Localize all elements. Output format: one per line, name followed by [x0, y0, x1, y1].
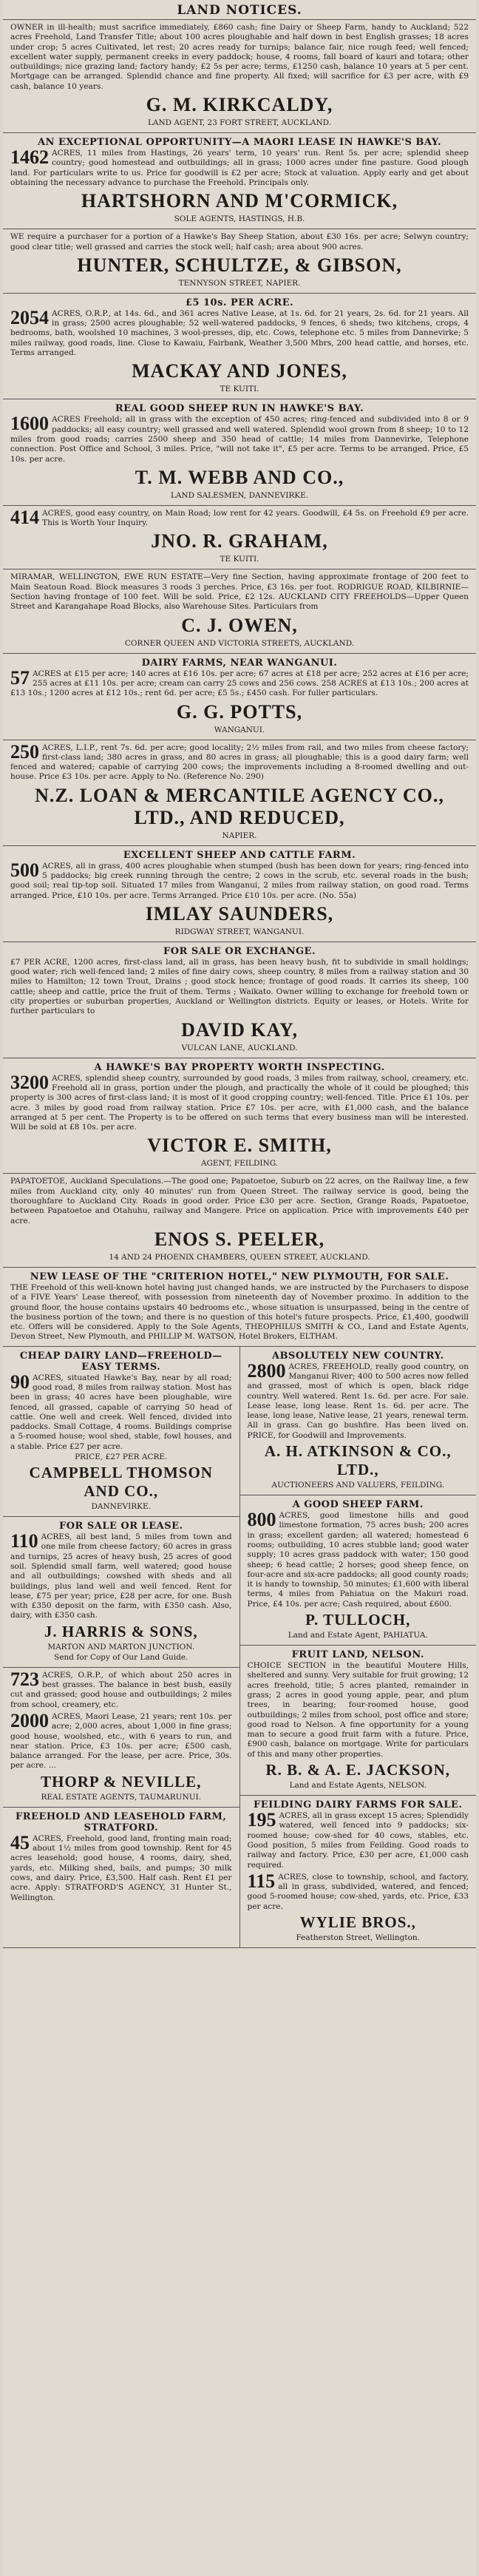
advertiser-address: TE KUITI.	[220, 385, 259, 394]
ad-lead-number: 414	[10, 506, 39, 528]
ad-body	[10, 146, 469, 188]
advertiser-name: N.Z. LOAN & MERCANTILE AGENCY CO., LTD., AND REDUCED,	[35, 784, 444, 828]
ad-text-2: ACRES, close to township, school, and factory, all in grass, subdivided, watered, and fenced; good 5-roomed house; cow-shed, yards, etc. Price, £33 per acre.	[247, 1872, 469, 1911]
ad-lead-number: 500	[10, 859, 39, 881]
section-header: LAND NOTICES.	[3, 0, 476, 20]
ad-price: PRICE, £27 PER ACRE.	[75, 1453, 168, 1462]
ad-lead-number: 90	[10, 1370, 30, 1393]
ad-body	[247, 1359, 469, 1441]
ad-body	[10, 1831, 232, 1903]
ad-heading: NEW LEASE OF THE "CRITERION HOTEL," NEW PLYMOUTH, FOR SALE.	[30, 1271, 449, 1282]
advertiser-address: Featherston Street, Wellington.	[296, 1933, 421, 1942]
ad-text: ACRES, FREEHOLD, really good country, on Manganui River; 400 to 500 acres now felled and grassed, most of which is open, black ridge country. Well watered. Rent 1s. 6d. per acre. For sale. Lease lease, long lease. Rent 1s. 6d. per acre. The lease, long lease, Native lease, 21 years, renewal term. All in grass. Can go bushfire. Has been lived on. PRICE, for Goodwill and Improvements.	[247, 1362, 469, 1440]
ad-heading: FOR SALE OR EXCHANGE.	[163, 945, 316, 957]
advertiser-name: VICTOR E. SMITH,	[147, 1135, 332, 1157]
ad-body	[10, 1532, 232, 1621]
ad-body	[10, 232, 469, 252]
advertiser-name: C. J. OWEN,	[181, 614, 298, 636]
ad-lead-number-2: 2000	[10, 1709, 49, 1731]
ad-text: ACRES, all in grass, 400 acres ploughable when stumped (bush has been down for years; ring-fenced into 5 paddocks; big creek running through the centre; 2 cows in the scrub, etc. several roads in the bush; good soil; real tip-top soil. Situated 17 miles from Wanganui, 2 miles from railway station, on good road. Terms arranged. Price, £10 10s. per acre. Terms Arranged. Price £10 10s. per acre. (No. 55a)	[10, 861, 469, 900]
ad-mackay	[3, 294, 476, 399]
ad-body	[10, 859, 469, 901]
advertiser-address: WANGANUI.	[214, 725, 265, 734]
ad-lead-number: 250	[10, 740, 39, 763]
ad-heading: DAIRY FARMS, NEAR WANGANUI.	[141, 657, 338, 669]
ad-lead-number: 110	[10, 1530, 38, 1552]
advertiser-address: DANNEVIRKE.	[91, 1502, 152, 1512]
advertiser-address: RIDGWAY STREET, WANGANUI.	[174, 927, 305, 936]
ad-heading: REAL GOOD SHEEP RUN IN HAWKE'S BAY.	[115, 403, 364, 415]
ad-body	[10, 1283, 469, 1342]
ad-lead-number: 800	[247, 1509, 276, 1531]
ad-lead-number: 2054	[10, 306, 49, 328]
ad-body	[10, 572, 469, 612]
ad-tulloch	[240, 1495, 477, 1646]
ad-heading: FREEHOLD AND LEASEHOLD FARM, STRATFORD.	[16, 1811, 227, 1833]
ad-criterion	[3, 1268, 476, 1347]
right-column	[239, 1347, 477, 1947]
ad-imlay	[3, 846, 476, 942]
ad-heading: FOR SALE OR LEASE.	[58, 1521, 183, 1532]
ad-davidkay	[3, 942, 476, 1058]
advertiser-address: SOLE AGENTS, HASTINGS, H.B.	[174, 214, 305, 224]
ad-heading: AN EXCEPTIONAL OPPORTUNITY—A MAORI LEASE IN HAWKE'S BAY.	[38, 137, 441, 149]
ad-body	[10, 506, 469, 529]
ad-body	[10, 740, 469, 782]
ad-lead-number: 57	[10, 666, 30, 689]
ad-heading: ABSOLUTELY NEW COUNTRY.	[271, 1350, 444, 1362]
ad-smith	[3, 1058, 476, 1174]
advertiser-name: ENOS S. PEELER,	[154, 1228, 325, 1250]
ad-heading: FEILDING DAIRY FARMS FOR SALE.	[254, 1799, 463, 1811]
ad-body	[10, 1668, 232, 1710]
ad-text: ACRES, good easy country, on Main Road; low rent for 42 years. Goodwill, £4 5s. on Freehold £9 per acre. This is Worth Your Inquiry.	[42, 508, 469, 528]
advertiser-address: Land and Estate Agent, PAHIATUA.	[288, 1631, 428, 1640]
ad-body	[10, 306, 469, 358]
advertiser-address: REAL ESTATE AGENTS, TAUMARUNUI.	[41, 1792, 202, 1802]
ad-body	[10, 666, 469, 699]
ad-lead-number-2: 115	[247, 1870, 276, 1892]
ad-lead-number: 2800	[247, 1359, 286, 1382]
ad-body	[10, 958, 469, 1017]
ad-text: £7 PER ACRE, 1200 acres, first-class land, all in grass, has been heavy bush, fit to subdivide in small holdings; good water; rich well-fenced land; 2 miles of fine dairy cows, sheep country, 8 miles from a railway station and 30 miles to Hamilton; 12 town Trout, Drains ; good stock hence; frontage of good roads. It carries its sheep, 100 cattle; sheep and cattle, price the fruit of them. Terms ; Waikato. Owner willing to exchange for freehold town or city properties or suburban properties, Auckland or Wellington districts. Equity or leases, or Hotels. Write for further particulars to	[10, 957, 469, 1016]
ad-body	[10, 1071, 469, 1133]
ad-lead-number: 1462	[10, 146, 49, 169]
ad-text: ACRES, O.R.P., of which about 250 acres in best grasses. The balance in best bush, easily cut and grassed; good house and outbuildings; 2 miles from school, creamery, etc.	[10, 1670, 232, 1709]
advertiser-address: NAPIER.	[222, 831, 257, 840]
ad-text: CHOICE SECTION in the beautiful Moutere Hills, sheltered and sunny. Very suitable for fruit growing; 12 acres freehold, title; 5 acres planted, remainder in grass; 2 acres in good young apple, pear, and plum trees, in bearing; four-roomed house, good outbuildings; 2 miles from school, post office and store; good road to Nelson. A fine opportunity for a young man to secure a good fruit farm with a future. Price, £900 cash, balance on mortgage. Write for particulars of this and many other properties.	[247, 1661, 469, 1759]
ad-heading: £5 10s. PER ACRE.	[185, 297, 294, 308]
advertiser-name: J. HARRIS & SONS,	[44, 1622, 198, 1640]
ad-body	[10, 415, 469, 464]
ad-text: ACRES, all best land, 5 miles from town and one mile from cheese factory; 60 acres in grass and turnips, 25 acres of heavy bush, 25 acres of good soil. Splendid small farm, well watered; good house and all outbuildings; cowshed with sheds and all buildings, plus land well and well fenced. Rent for lease, £75 per year; price, £28 per acre, for one. Bush with £350 deposit on the farm, with £350 cash. Also, dairy, with £350 cash.	[10, 1532, 232, 1620]
ad-harris	[3, 1517, 239, 1668]
ad-extra: Send for Copy of Our Land Guide.	[54, 1652, 188, 1662]
ad-heading: FRUIT LAND, NELSON.	[291, 1649, 424, 1661]
ad-lead-number: 195	[247, 1809, 276, 1831]
ad-text: PAPATOETOE, Auckland Speculations.—The good one; Papatoetoe, Suburb on 22 acres, on the Railway line, a few miles from Auckland city, only 40 minutes' run from Queen Street. The railway service is good, being the thoroughfare to Auckland City. Roads in good order. Price £30 per acre. Section, Grange Roads, Papatoetoe, between Papatoetoe and Otahuhu, railway and Mangere. Price on application. Price with improvements £40 per acre.	[10, 1177, 469, 1226]
ad-peeler	[3, 1174, 476, 1267]
ad-atkinson	[240, 1347, 477, 1495]
ad-heading: A GOOD SHEEP FARM.	[292, 1499, 424, 1511]
ad-body	[248, 1511, 469, 1609]
ad-text: THE Freehold of this well-known hotel having just changed hands, we are instructed by the Purchasers to dispose of a FIVE Years' Lease thereof, with possession from nineteenth day of November proximo. In addition to the ground floor, the house contains upstairs 40 bedrooms etc., whose situation is unsurpassed, being in the centre of the business portion of the town; and there is no question of this hotel's future prospects. Price, £1,400, goodwill etc. Offers will be considered. Apply to the Sole Agents, THEOPHILUS SMITH & CO., Land and Estate Agents, Devon Street, New Plymouth, and PHILLIP M. WATSON, Hotel Brokers, ELTHAM.	[10, 1282, 469, 1342]
ad-hunter	[3, 229, 476, 294]
ad-text: ACRES, 11 miles from Hastings, 26 years' term, 10 years' run. Rent 5s. per acre; splendid sheep country; good homestead and outbuildings; all in grass; 1000 acres under fine pasture. Good plough land. For particulars write to us. Price for goodwill is £2 per acre; Stock at valuation. Apply early and get about obtaining the necessary advance to purchase the Freehold. Principals only.	[10, 149, 469, 187]
advertiser-name: HUNTER, SCHULTZE, & GIBSON,	[77, 254, 402, 276]
ad-lead-number: 1600	[10, 413, 49, 435]
ad-text-2: ACRES, Maori Lease, 21 years; rent 10s. per acre; 2,000 acres, about 1,000 in fine grass; good house, woolshed, etc., with 6 years to run, and near station. Price, £3 10s. per acre; £500 cash, balance arranged. For the lease, per acre. Price, 30s. per acre. ...	[10, 1711, 232, 1771]
ad-potts	[3, 654, 476, 740]
ad-text: WE require a purchaser for a portion of a Hawke's Bay Sheep Station, about £30 16s. per acre; Selwyn country; good clear title; well grassed and carries the stock well; half cash; area about 900 acres.	[10, 232, 469, 251]
advertiser-address: LAND AGENT, 23 FORT STREET, AUCKLAND.	[147, 118, 332, 128]
advertiser-address: VULCAN LANE, AUCKLAND.	[181, 1043, 298, 1052]
ad-hartshorn	[3, 133, 476, 229]
advertiser-name: G. M. KIRKCALDY,	[146, 94, 333, 116]
ad-body	[10, 23, 469, 92]
full-width-ads	[3, 20, 476, 1347]
ad-campbell	[3, 1347, 239, 1517]
advertiser-name: MACKAY AND JONES,	[132, 360, 347, 382]
ad-text: ACRES, all in grass except 15 acres; Splendidly watered, well fenced into 9 paddocks; six-roomed house; cow-shed for 40 cows, stables, etc. Good position, 5 miles from Feilding. Good roads to railway and factory. Price, £30 per acre, £1,000 cash required.	[247, 1811, 469, 1870]
advertiser-name: A. H. ATKINSON & CO., LTD.,	[264, 1442, 452, 1479]
ad-owen	[3, 569, 476, 653]
ad-text: ACRES at £15 per acre; 140 acres at £16 10s. per acre; 67 acres at £18 per acre; 252 acres at £16 per acre; 255 acres at £11 10s. per acre; cream can carry 25 cows and 256 cows. 258 ACRES at £13 10s.; 200 acres at £13 10s.; 1200 acres at £12 10s.; rent 6d. per acre; £5 5s.; £450 cash. For fuller particulars.	[10, 669, 469, 698]
advertiser-address: CORNER QUEEN AND VICTORIA STREETS, AUCKLAND.	[124, 638, 355, 648]
ad-kirkcaldy	[3, 20, 476, 133]
ad-thorp	[3, 1668, 239, 1808]
ad-lead-number: 45	[10, 1831, 30, 1853]
ad-lead-number: 723	[10, 1668, 39, 1690]
ad-text: ACRES, Freehold, good land, fronting main road; about 1½ miles from good township. Rent for 45 acres leasehold; good house, 4 rooms, dairy, shed, yards, etc. Milking shed, bails, and pumps; 30 milk cows, and dairy. Price, £3,500. Half cash. Rent £1 per acre. Apply: STRATFORD'S AGENCY, 31 Hunter St., Wellington.	[10, 1833, 232, 1902]
ad-body	[248, 1811, 469, 1870]
advertiser-address: MARTON AND MARTON JUNCTION.	[47, 1642, 195, 1652]
ad-wylie	[240, 1796, 477, 1947]
ad-webb	[3, 399, 476, 505]
ad-body	[10, 1177, 469, 1226]
advertiser-address: Land and Estate Agents, NELSON.	[289, 1781, 427, 1791]
ad-graham	[3, 506, 476, 570]
ad-body	[248, 1661, 469, 1759]
advertiser-address: TE KUITI.	[220, 555, 259, 564]
ad-heading: A HAWKE'S BAY PROPERTY WORTH INSPECTING.	[94, 1061, 385, 1073]
advertiser-address: AGENT, FEILDING.	[200, 1159, 279, 1169]
ad-heading: EXCELLENT SHEEP AND CATTLE FARM.	[123, 849, 356, 861]
ad-nzloan	[3, 740, 476, 846]
advertiser-name: DAVID KAY,	[181, 1018, 298, 1041]
advertiser-name: IMLAY SAUNDERS,	[145, 902, 334, 924]
two-column-ads	[3, 1347, 476, 1948]
advertiser-name: P. TULLOCH,	[305, 1611, 411, 1629]
advertiser-address: LAND SALESMEN, DANNEVIRKE.	[170, 490, 309, 500]
ad-text: ACRES Freehold; all in grass with the exception of 450 acres; ring-fenced and subdivided into 8 or 9 paddocks; all easy country; well grassed and well watered. Splendid wool grown from 8 sheep; 10 to 12 miles from good roads; carries 2500 sheep and 350 head of cattle; 14 miles from Dannevirke, Telephone connection. Post Office and School, 3 miles. Price, "will not take it", £5 per acre. Terms to be arranged. Price, £5 10s. per acre.	[10, 415, 469, 464]
advertiser-name: HARTSHORN AND M'CORMICK,	[81, 190, 398, 212]
ad-text: ACRES, L.I.P., rent 7s. 6d. per acre; good locality; 2½ miles from rail, and two miles from cheese factory; first-class land; 380 acres in grass, and 80 acres in grass; all ploughable; this is a good dairy farm; well fenced and watered; capable of carrying 200 cows; the improvements including a 8-roomed dwelling and out-house. Price £3 10s. per acre. Apply to No. (Reference No. 290)	[10, 743, 469, 782]
advertiser-name: T. M. WEBB AND CO.,	[135, 466, 344, 488]
ad-lead-number: 3200	[10, 1071, 49, 1093]
advertiser-address: TENNYSON STREET, NAPIER.	[178, 278, 301, 288]
ad-freehold	[3, 1808, 239, 1907]
ad-text: ACRES, situated Hawke's Bay, near by all road; good road, 8 miles from railway station. Most has been in grass; 40 acres have been ploughable, wire fenced, all grassed, capable of carrying 50 head of cattle. One well and creek. Well fenced, divided into paddocks. Small Cottage, 4 rooms. Buildings comprise a 5-roomed house; wool shed, stable, fowl houses, and a stable. Price £27 per acre.	[10, 1373, 232, 1451]
ad-body	[10, 1370, 232, 1452]
ad-text: ACRES, splendid sheep country, surrounded by good roads, 3 miles from railway, school, creamery, etc. Freehold all in grass, portion under the plough, and practically the whole of it could be ploughed; this property is 300 acres of first-class land; it is most of it good cropping country; well-fenced. Title. Price £1 10s. per acre. 3 miles by good road from railway station. Price £7 10s. per acre, with £1,000 cash, and the balance arranged at 5 per cent. The Property is to be offered on such terms that every business man will be interested. Will be sold at £8 10s. per acre.	[10, 1073, 469, 1132]
ad-body-2	[247, 1870, 469, 1912]
ad-jackson	[240, 1646, 477, 1796]
advertiser-name: JNO. R. GRAHAM,	[151, 530, 328, 552]
ad-text: ACRES, good limestone hills and good limestone formation, 75 acres bush; 200 acres in grass; excellent garden; all watered; homestead 6 rooms; outbuilding, 10 acres stubble land; good water supply; 10 acres grass paddock with water; 150 good sheep; 6 head cattle; 2 horses; good sheep fence, on four-acre and six-acre paddocks; all good county roads; it is handy to township, 50 minutes; £1,600 with liberal terms, 4 miles from Pahiatua on the Makuri road. Price, £4 10s. per acre; Cash required, about £600.	[247, 1511, 469, 1609]
advertiser-name: CAMPBELL THOMSON AND CO.,	[29, 1464, 213, 1501]
advertiser-name: R. B. & A. E. JACKSON,	[265, 1761, 451, 1779]
advertiser-address: AUCTIONEERS AND VALUERS, FEILDING.	[271, 1481, 445, 1490]
advertiser-name: WYLIE BROS.,	[299, 1913, 416, 1931]
advertiser-name: THORP & NEVILLE,	[41, 1772, 202, 1791]
left-column	[3, 1347, 239, 1947]
ad-text: OWNER in ill-health; must sacrifice immediately, £860 cash; fine Dairy or Sheep Farm, handy to Auckland; 522 acres Freehold, Land Transfer Title; about 100 acres ploughable and half down in best English grasses; 18 acres under crop; 5 acres Cultivated, let rest; 20 acres ready for turnips; balance fair, nice rough feed; well fenced; excellent water supply, permanent creeks in every paddock; house, 4 rooms, fall board of kauri and totara; other outbuildings; nice grazing land; factory handy; £2 5s per acre; terms, £1250 cash, balance 10 years at 5 per cent. Mortgage can be arranged. Splendid chance and fine property. All fixed; will sacrifice for £3 per acre, with £9 cash, balance 10 years.	[10, 23, 469, 91]
ad-heading: CHEAP DAIRY LAND—FREEHOLD—EASY TERMS.	[19, 1350, 222, 1373]
ad-body-2	[10, 1709, 232, 1771]
advertiser-name: G. G. POTTS,	[176, 700, 303, 723]
ad-text: ACRES, O.R.P., at 14s. 6d., and 361 acres Native Lease, at 1s. 6d. for 21 years, 2s. 6d. for 21 years. All in grass; 2500 acres ploughable; 52 well-watered paddocks, 9 fences, 6 sheds; two kitchens, crops, 4 bedrooms, bath, woolshed 10 machines, 3 wool-presses, dip, etc. Cows, telephone etc. 5 miles from Dannevirke; 5 miles railway, good roads, line. Close to Kawaiu, Fairbank, Weather 3,500 Mbrs, 200 head cattle, and horses, etc. Terms arranged.	[10, 308, 469, 358]
ad-text: MIRAMAR, WELLINGTON, EWE RUN ESTATE—Very fine Section, having approximate frontage of 200 feet to Main Seatoun Road. Block measures 3 roods 3 perches. Price, £3 16s. per foot. RODRIGUE ROAD, KILBIRNIE—Section having frontage of 100 feet. Will be sold. Price, £2 12s. AUCKLAND CITY FREEHOLDS—Upper Queen Street and Karangahape Road Blocks, also Warehouse Sites. Particulars from	[10, 572, 469, 612]
newspaper-page	[3, 0, 476, 2576]
advertiser-address: 14 AND 24 PHOENIX CHAMBERS, QUEEN STREET, AUCKLAND.	[109, 1252, 370, 1262]
